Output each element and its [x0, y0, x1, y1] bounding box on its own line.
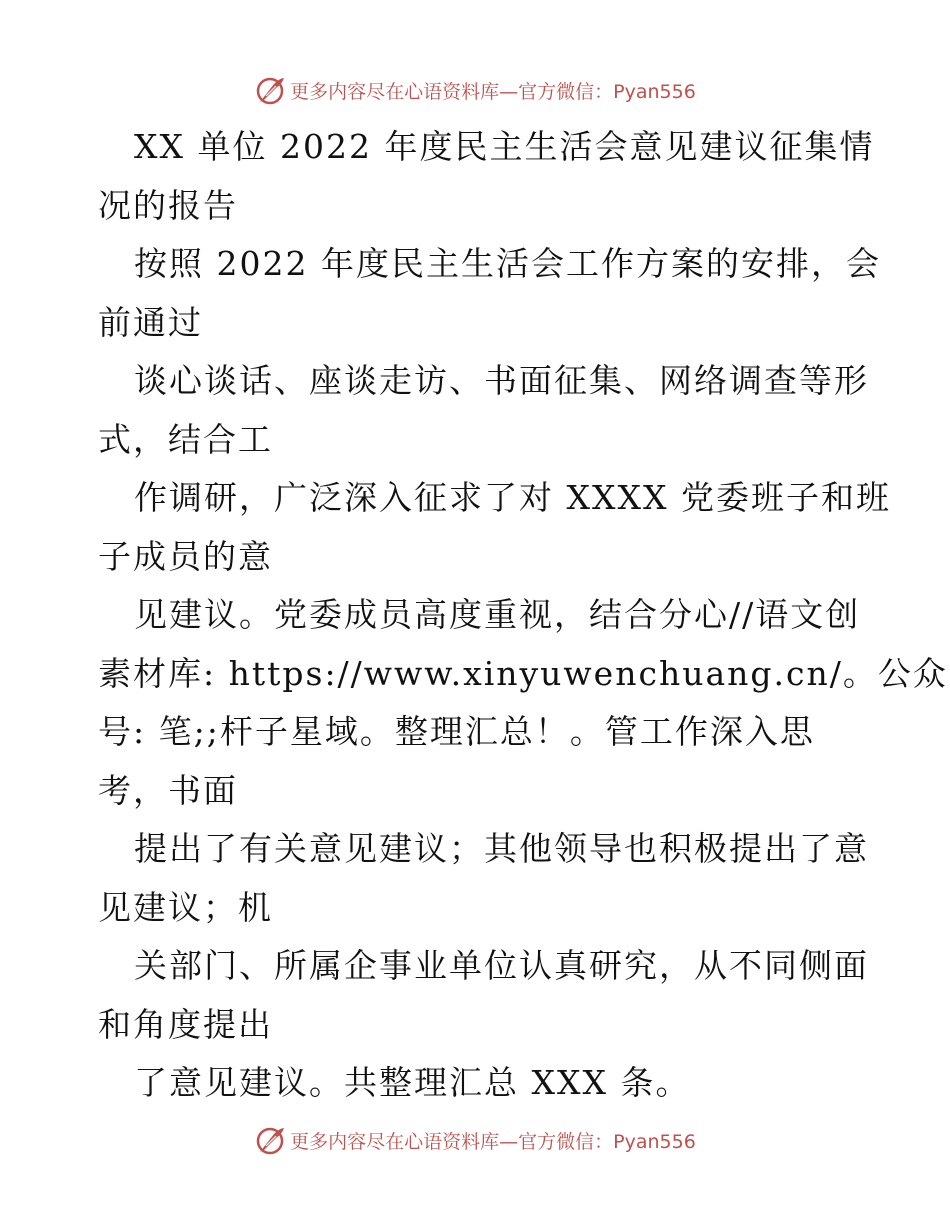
document-line: 见建议；机: [98, 887, 273, 927]
footer-watermark-banner: [0, 1120, 950, 1160]
document-body: [98, 118, 948, 1113]
document-line: 况的报告: [98, 185, 238, 225]
feather-pen-logo-icon: [254, 74, 286, 106]
header-watermark-text: 更多内容尽在心语资料库—官方微信：Pyan556: [290, 80, 696, 103]
document-line: 作调研，广泛深入征求了对 XXXX 党委班子和班: [134, 478, 891, 517]
document-line: 考，书面: [98, 770, 238, 810]
footer-watermark-inner: [254, 1124, 696, 1156]
document-line: 提出了有关意见建议；其他领导也积极提出了意: [134, 829, 869, 868]
feather-pen-logo-icon: [254, 1124, 286, 1156]
document-line: 式，结合工: [98, 419, 273, 459]
document-paragraph: [98, 118, 948, 1113]
document-line: 和角度提出: [98, 1004, 273, 1044]
document-line: XX 单位 2022 年度民主生活会意见建议征集情: [134, 127, 875, 166]
document-line: 号: 笔;;杆子星域。整理汇总！。管工作深入思: [98, 712, 815, 751]
document-line: 前通过: [98, 302, 203, 342]
header-watermark-banner: [0, 70, 950, 110]
document-line: 见建议。党委成员高度重视，结合分心//语文创: [134, 595, 861, 634]
document-line: 关部门、所属企事业单位认真研究，从不同侧面: [134, 946, 869, 985]
footer-watermark-text: 更多内容尽在心语资料库—官方微信：Pyan556: [290, 1130, 696, 1153]
document-line: 素材库: https://www.xinyuwenchuang.cn/。公众: [98, 653, 948, 693]
document-line: 子成员的意: [98, 536, 273, 576]
document-line: 按照 2022 年度民主生活会工作方案的安排，会: [134, 244, 881, 283]
document-line: 谈心谈话、座谈走访、书面征集、网络调查等形: [134, 361, 869, 400]
document-line: 了意见建议。共整理汇总 XXX 条。: [134, 1063, 691, 1102]
header-watermark-inner: [254, 74, 696, 106]
